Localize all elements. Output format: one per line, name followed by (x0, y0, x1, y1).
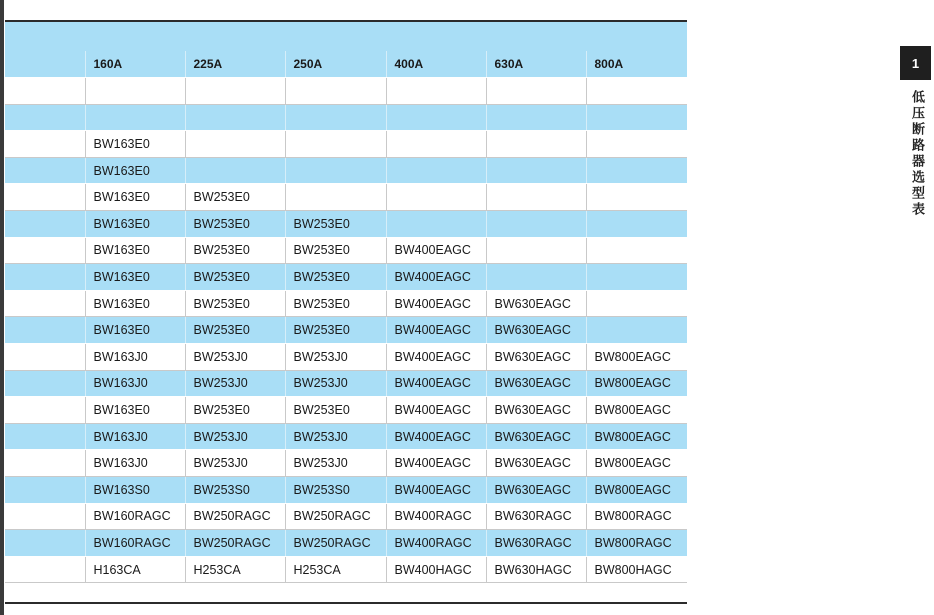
table-cell (586, 290, 687, 317)
table-cell: BW800EAGC (586, 450, 687, 477)
table-cell: 225A (185, 51, 285, 78)
table-row (5, 184, 687, 211)
table-cell (185, 78, 285, 105)
table-cell: BW253E0 (185, 397, 285, 424)
table-cell (586, 184, 687, 211)
table-row (5, 450, 687, 477)
table-cell: BW253E0 (185, 290, 285, 317)
table-cell (5, 211, 85, 238)
table-cell: BW253J0 (185, 450, 285, 477)
table-cell: BW253J0 (185, 370, 285, 397)
table-cell: H163CA (85, 556, 185, 583)
table-cell: BW163S0 (85, 477, 185, 504)
table-cell: BW630RAGC (486, 503, 586, 530)
table-cell (486, 104, 586, 131)
table-cell: BW630EAGC (486, 344, 586, 371)
table-row (5, 344, 687, 371)
table-cell (386, 78, 486, 105)
table-cell (5, 131, 85, 158)
table-row (5, 397, 687, 424)
table-cell (586, 157, 687, 184)
table-cell: BW630HAGC (486, 556, 586, 583)
table-cell (5, 104, 85, 131)
table-row (5, 237, 687, 264)
table-cell: BW630EAGC (486, 317, 586, 344)
table-cell: BW163E0 (85, 264, 185, 291)
table-row (5, 290, 687, 317)
table-cell: BW163J0 (85, 450, 185, 477)
table-row (5, 264, 687, 291)
table-row (5, 78, 687, 105)
chapter-title: 低压断路器选型表 (909, 90, 924, 218)
table-cell: BW160RAGC (85, 530, 185, 557)
table-cell (5, 556, 85, 583)
table-cell: BW163E0 (85, 131, 185, 158)
breaker-selection-table (5, 51, 687, 583)
table-cell: BW253E0 (285, 317, 386, 344)
table-cell (285, 104, 386, 131)
table-cell (486, 157, 586, 184)
table-row (5, 530, 687, 557)
table-cell: BW253E0 (285, 211, 386, 238)
table-cell: BW253E0 (285, 237, 386, 264)
table-cell: BW800HAGC (586, 556, 687, 583)
table-cell (285, 184, 386, 211)
table-cell (5, 423, 85, 450)
table-cell: BW400EAGC (386, 423, 486, 450)
table-cell: BW400RAGC (386, 530, 486, 557)
table-cell: BW253E0 (185, 211, 285, 238)
table-cell (386, 104, 486, 131)
page-left-edge (0, 0, 4, 615)
table-cell: BW800EAGC (586, 397, 687, 424)
table-cell (285, 78, 386, 105)
table-cell (586, 237, 687, 264)
table-cell: BW630EAGC (486, 423, 586, 450)
table-cell (5, 184, 85, 211)
table-cell: H253CA (285, 556, 386, 583)
table-cell: BW630RAGC (486, 530, 586, 557)
table-cell: BW160RAGC (85, 503, 185, 530)
table-cell: BW400EAGC (386, 370, 486, 397)
table-cell: BW253S0 (285, 477, 386, 504)
table-cell: 400A (386, 51, 486, 78)
table-cell: BW253E0 (285, 290, 386, 317)
table-cell (486, 264, 586, 291)
table-cell (5, 503, 85, 530)
table-cell: BW163E0 (85, 211, 185, 238)
table-cell (5, 264, 85, 291)
table-cell (5, 370, 85, 397)
table-row (5, 503, 687, 530)
table-cell (285, 131, 386, 158)
table-bottom-rule (5, 602, 687, 604)
table-cell: BW253E0 (185, 264, 285, 291)
table-cell (185, 157, 285, 184)
table-cell: BW250RAGC (185, 530, 285, 557)
table-cell (586, 264, 687, 291)
table-row (5, 423, 687, 450)
table-cell: BW400HAGC (386, 556, 486, 583)
table-cell: BW253J0 (285, 370, 386, 397)
table-cell (586, 211, 687, 238)
table-header-row (5, 51, 687, 78)
table-row (5, 211, 687, 238)
table-cell: BW253J0 (285, 450, 386, 477)
table-cell (5, 78, 85, 105)
table-cell: BW163E0 (85, 317, 185, 344)
table-cell: BW400EAGC (386, 344, 486, 371)
table-cell: BW630EAGC (486, 397, 586, 424)
table-cell: BW253E0 (185, 237, 285, 264)
table-cell (486, 78, 586, 105)
table-cell: BW163E0 (85, 237, 185, 264)
table-cell (486, 237, 586, 264)
table-cell (5, 317, 85, 344)
table-cell: BW400EAGC (386, 237, 486, 264)
table-title-band (5, 22, 687, 51)
table-cell: BW253J0 (285, 344, 386, 371)
table-cell (285, 157, 386, 184)
table-cell: 160A (85, 51, 185, 78)
table-row (5, 317, 687, 344)
table-cell (5, 157, 85, 184)
table-cell: 630A (486, 51, 586, 78)
table-cell: BW163J0 (85, 344, 185, 371)
table-cell: BW800EAGC (586, 477, 687, 504)
table-cell (5, 397, 85, 424)
table-cell: BW400EAGC (386, 477, 486, 504)
table-cell (386, 157, 486, 184)
table-cell: BW250RAGC (185, 503, 285, 530)
table-row (5, 157, 687, 184)
table-cell (386, 211, 486, 238)
table-cell: 250A (285, 51, 386, 78)
table-cell: BW253E0 (285, 397, 386, 424)
table-cell: BW253E0 (185, 317, 285, 344)
table-cell (5, 450, 85, 477)
table-cell (5, 290, 85, 317)
table-cell (386, 131, 486, 158)
table-cell: BW163J0 (85, 370, 185, 397)
table-cell: BW400EAGC (386, 397, 486, 424)
table-cell (586, 131, 687, 158)
table-row (5, 477, 687, 504)
table-cell: BW250RAGC (285, 530, 386, 557)
table-cell: BW800RAGC (586, 530, 687, 557)
table-cell: BW800RAGC (586, 503, 687, 530)
table-cell (185, 131, 285, 158)
table-cell (5, 530, 85, 557)
table-cell (5, 51, 85, 78)
table-row (5, 131, 687, 158)
table-cell: H253CA (185, 556, 285, 583)
table-cell (586, 104, 687, 131)
table-cell: BW253J0 (285, 423, 386, 450)
table-cell: BW400EAGC (386, 450, 486, 477)
table-cell: BW253J0 (185, 344, 285, 371)
table-cell: BW163J0 (85, 423, 185, 450)
table-cell: BW630EAGC (486, 290, 586, 317)
table-cell: BW253E0 (185, 184, 285, 211)
table-cell (486, 211, 586, 238)
table-cell (386, 184, 486, 211)
table-cell: BW630EAGC (486, 477, 586, 504)
table-cell (486, 131, 586, 158)
chapter-number-badge: 1 (900, 46, 931, 80)
table-cell: BW800EAGC (586, 370, 687, 397)
table-cell: BW800EAGC (586, 344, 687, 371)
table-cell: BW253J0 (185, 423, 285, 450)
table-cell (586, 78, 687, 105)
table-cell: BW400EAGC (386, 290, 486, 317)
table-cell: BW630EAGC (486, 450, 586, 477)
table-cell: BW400RAGC (386, 503, 486, 530)
table-cell: BW400EAGC (386, 264, 486, 291)
table-row (5, 104, 687, 131)
table-cell: 800A (586, 51, 687, 78)
table-cell: BW800EAGC (586, 423, 687, 450)
table-cell: BW630EAGC (486, 370, 586, 397)
table-cell (486, 184, 586, 211)
table-cell (185, 104, 285, 131)
table-cell (5, 237, 85, 264)
table-cell: BW163E0 (85, 290, 185, 317)
table-cell: BW400EAGC (386, 317, 486, 344)
table-row (5, 370, 687, 397)
table-cell (586, 317, 687, 344)
table-cell: BW163E0 (85, 397, 185, 424)
table-cell: BW253E0 (285, 264, 386, 291)
table-cell (85, 78, 185, 105)
table-cell: BW163E0 (85, 184, 185, 211)
table-cell (85, 104, 185, 131)
table-row (5, 556, 687, 583)
table-cell: BW163E0 (85, 157, 185, 184)
table-body (5, 51, 687, 583)
table-cell (5, 477, 85, 504)
table-cell: BW250RAGC (285, 503, 386, 530)
table-cell: BW253S0 (185, 477, 285, 504)
table-cell (5, 344, 85, 371)
